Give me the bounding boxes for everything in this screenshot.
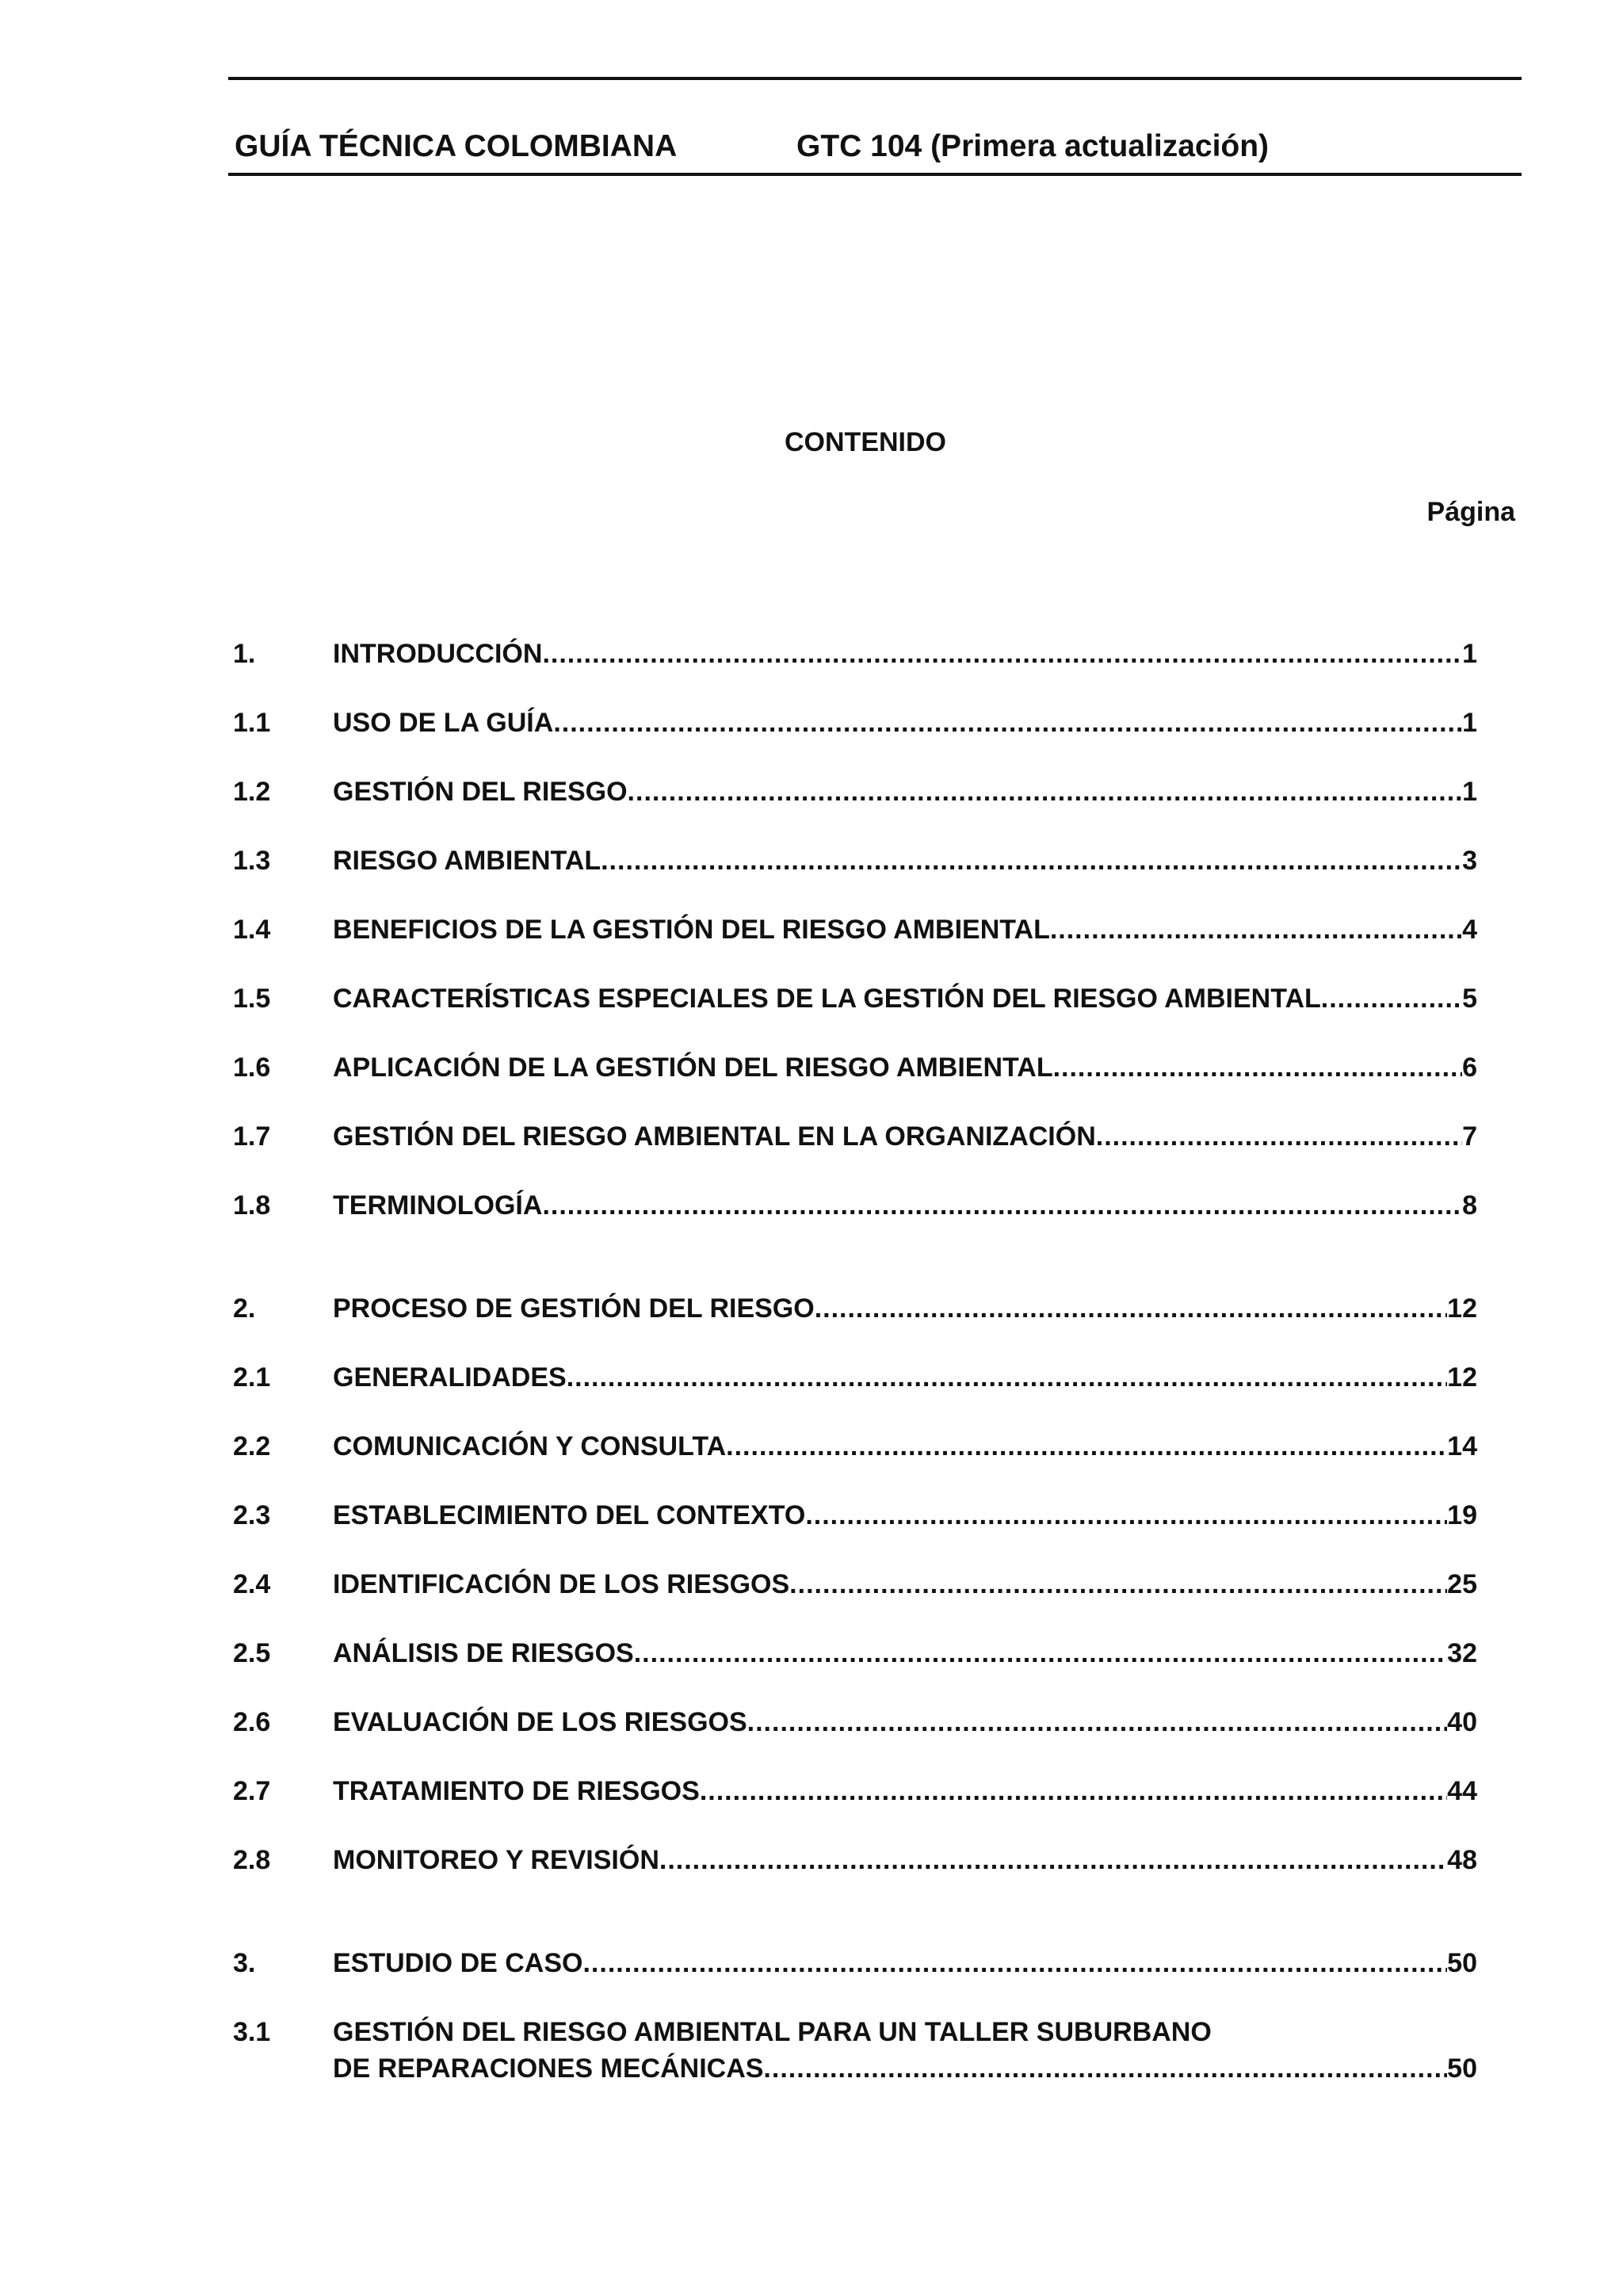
toc-number: 1.: [233, 639, 256, 669]
toc-page-number: 1: [1462, 639, 1477, 669]
toc-number: 1.8: [233, 1190, 271, 1221]
toc-leader-dots: [1050, 911, 1462, 948]
toc-page-number: 1: [1462, 777, 1477, 807]
toc-leader-dots: [805, 1497, 1447, 1534]
toc-page-number: 48: [1447, 1845, 1477, 1875]
toc-number: 1.4: [233, 915, 271, 945]
toc-number: 2.8: [233, 1845, 271, 1875]
toc-leader-dots: [1053, 1049, 1462, 1086]
toc-entry[interactable]: [233, 1704, 1477, 1740]
contents-title: CONTENIDO: [785, 427, 946, 457]
toc-page-number: 5: [1462, 984, 1477, 1014]
header-top-rule: [228, 77, 1522, 80]
toc-leader-dots: [542, 1187, 1462, 1224]
toc-entry[interactable]: [233, 1049, 1477, 1086]
toc-page-number: 19: [1447, 1500, 1477, 1530]
toc-page-number: 12: [1447, 1362, 1477, 1392]
toc-number: 2.2: [233, 1431, 271, 1461]
toc-entry[interactable]: [233, 911, 1477, 948]
toc-title: TERMINOLOGÍA: [333, 1190, 543, 1221]
toc-entry[interactable]: [233, 1842, 1477, 1878]
toc-title: GESTIÓN DEL RIESGO: [333, 777, 628, 807]
toc-title: EVALUACIÓN DE LOS RIESGOS: [333, 1707, 747, 1737]
toc-entry[interactable]: [233, 1497, 1477, 1534]
toc-title: APLICACIÓN DE LA GESTIÓN DEL RIESGO AMBIENTAL: [333, 1052, 1053, 1083]
toc-number: 1.3: [233, 846, 271, 876]
toc-leader-dots: [1096, 1118, 1462, 1155]
toc-title: ANÁLISIS DE RIESGOS: [333, 1638, 634, 1668]
toc-title: GESTIÓN DEL RIESGO AMBIENTAL EN LA ORGANIZACIÓN: [333, 1121, 1096, 1152]
toc-title: ESTABLECIMIENTO DEL CONTEXTO: [333, 1500, 806, 1530]
toc-leader-dots: [1321, 980, 1462, 1017]
toc-entry[interactable]: [233, 1773, 1477, 1809]
toc-title: BENEFICIOS DE LA GESTIÓN DEL RIESGO AMBIENTAL: [333, 915, 1050, 945]
toc-page-number: 40: [1447, 1707, 1477, 1737]
toc-page-number: 6: [1462, 1052, 1477, 1083]
toc-leader-dots: [628, 774, 1463, 810]
toc-title: RIESGO AMBIENTAL: [333, 846, 601, 876]
toc-page-number: 50: [1447, 1948, 1477, 1978]
toc-entry[interactable]: [233, 1118, 1477, 1155]
toc-entry[interactable]: [233, 1945, 1477, 1981]
header-bottom-rule: [228, 173, 1522, 176]
toc-page-number: 3: [1462, 846, 1477, 876]
toc-page-number: 12: [1447, 1293, 1477, 1324]
toc-page-number: 25: [1447, 1569, 1477, 1599]
toc-entry[interactable]: [233, 2014, 1477, 2087]
toc-entry[interactable]: [233, 1359, 1477, 1396]
toc-entry[interactable]: [233, 1290, 1477, 1327]
toc-title: DE REPARACIONES MECÁNICAS: [333, 2053, 764, 2084]
toc-leader-dots: [601, 842, 1462, 879]
toc-page-number: 4: [1462, 915, 1477, 945]
toc-leader-dots: [747, 1704, 1448, 1740]
header-organization: GUÍA TÉCNICA COLOMBIANA: [235, 129, 678, 163]
toc-page-number: 44: [1447, 1776, 1477, 1806]
toc-page-number: 14: [1447, 1431, 1477, 1461]
toc-leader-dots: [763, 2050, 1447, 2087]
toc-number: 1.1: [233, 708, 271, 738]
toc-number: 2.5: [233, 1638, 271, 1668]
toc-number: 2.4: [233, 1569, 271, 1599]
toc-page-number: 32: [1447, 1638, 1477, 1668]
toc-entry[interactable]: [233, 1566, 1477, 1603]
toc-entry[interactable]: [233, 980, 1477, 1017]
toc-number: 1.7: [233, 1121, 271, 1152]
toc-leader-dots: [582, 1945, 1447, 1981]
toc-number: 1.5: [233, 984, 271, 1014]
toc-entry[interactable]: [233, 1635, 1477, 1671]
page-column-heading: Página: [1426, 497, 1515, 527]
header-document-code: GTC 104 (Primera actualización): [796, 129, 1270, 163]
toc-number: 3.: [233, 1948, 256, 1978]
toc-leader-dots: [815, 1290, 1447, 1327]
toc-page-number: 8: [1462, 1190, 1477, 1221]
toc-entry[interactable]: [233, 705, 1477, 741]
toc-entry[interactable]: [233, 1187, 1477, 1224]
toc-entry[interactable]: [233, 842, 1477, 879]
toc-entry[interactable]: [233, 636, 1477, 672]
toc-entry[interactable]: [233, 774, 1477, 810]
toc-title: INTRODUCCIÓN: [333, 639, 543, 669]
toc-title: IDENTIFICACIÓN DE LOS RIESGOS: [333, 1569, 790, 1599]
toc-leader-dots: [659, 1842, 1447, 1878]
toc-page-number: 7: [1462, 1121, 1477, 1152]
toc-number: 3.1: [233, 2017, 271, 2047]
toc-title: TRATAMIENTO DE RIESGOS: [333, 1776, 700, 1806]
toc-title: USO DE LA GUÍA: [333, 708, 554, 738]
toc-number: 2.: [233, 1293, 256, 1324]
toc-leader-dots: [567, 1359, 1447, 1396]
toc-number: 2.6: [233, 1707, 271, 1737]
toc-page-number: 1: [1462, 708, 1477, 738]
toc-entry[interactable]: [233, 1428, 1477, 1465]
toc-leader-dots: [726, 1428, 1447, 1465]
toc-number: 1.2: [233, 777, 271, 807]
toc-leader-dots: [542, 636, 1462, 672]
toc-title: MONITOREO Y REVISIÓN: [333, 1845, 659, 1875]
toc-leader-dots: [789, 1566, 1447, 1603]
toc-title: GENERALIDADES: [333, 1362, 567, 1392]
toc-leader-dots: [634, 1635, 1447, 1671]
toc-title: COMUNICACIÓN Y CONSULTA: [333, 1431, 727, 1461]
toc-title: ESTUDIO DE CASO: [333, 1948, 583, 1978]
toc-title: CARACTERÍSTICAS ESPECIALES DE LA GESTIÓN DEL RIESGO AMBIENTAL: [333, 984, 1321, 1014]
toc-title: PROCESO DE GESTIÓN DEL RIESGO: [333, 1293, 815, 1324]
toc-number: 2.1: [233, 1362, 271, 1392]
toc-page-number: 50: [1447, 2053, 1477, 2084]
toc-number: 2.7: [233, 1776, 271, 1806]
toc-title-line-1: GESTIÓN DEL RIESGO AMBIENTAL PARA UN TALLER SUBURBANO: [333, 2017, 1212, 2047]
toc-number: 1.6: [233, 1052, 271, 1083]
toc-leader-dots: [553, 705, 1462, 741]
toc-leader-dots: [700, 1773, 1447, 1809]
toc-number: 2.3: [233, 1500, 271, 1530]
